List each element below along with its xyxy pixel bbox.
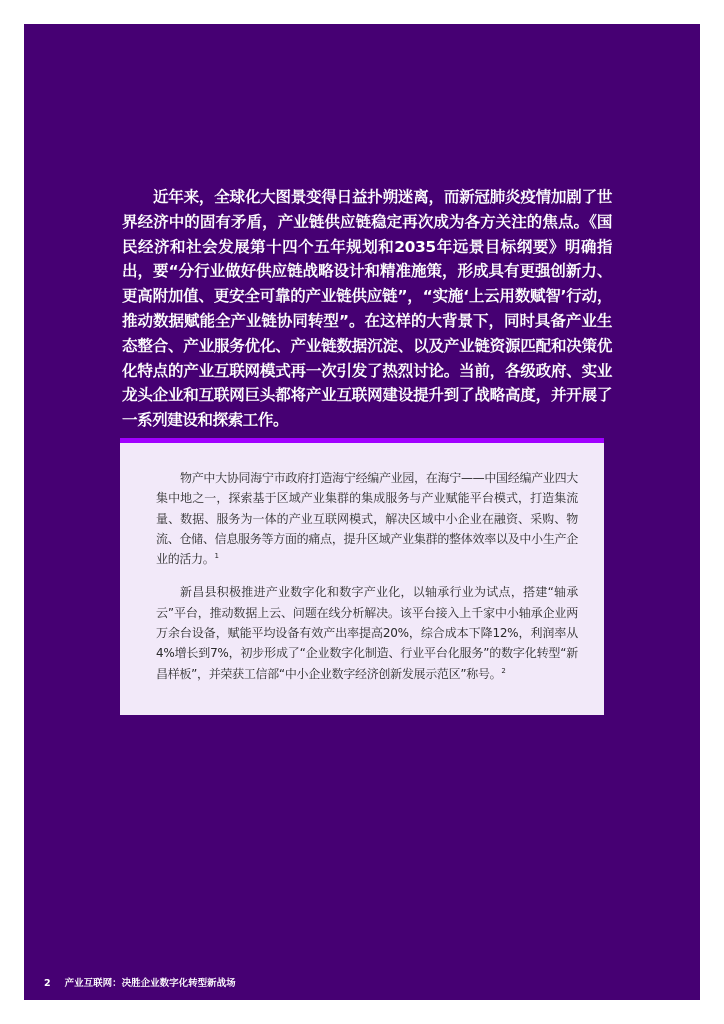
case-paragraph-2-text: 新昌县积极推进产业数字化和数字产业化，以轴承行业为试点，搭建“轴承云”平台，推动数据上云、问题在线分析解决。该平台接入上千家中小轴承企业两万余台设备，赋能平均设备有效产出率提高20%，综合成本下降12%，利润率从4%增长到7%，初步形成了“企业数字化制造、行业平台化服务”的数字化转型“新昌样板”，并荣获工信部“中小企业数字经济创新发展示范区”称号。: [156, 585, 578, 681]
footnote-marker-1[interactable]: 1: [214, 552, 219, 561]
running-title: 产业互联网：决胜企业数字化转型新战场: [64, 978, 236, 989]
page-footer: [44, 975, 236, 989]
page-number: 2: [44, 978, 51, 989]
case-paragraph-1-text: 物产中大协同海宁市政府打造海宁经编产业园，在海宁——中国经编产业四大集中地之一，探索基于区域产业集群的集成服务与产业赋能平台模式，打造集流量、数据、服务为一体的产业互联网模式，解决区域中小企业在融资、采购、物流、仓储、信息服务等方面的痛点，提升区域产业集群的整体效率以及中小生产企业的活力。: [156, 471, 578, 567]
case-study-box: [120, 438, 604, 715]
footnote-marker-2[interactable]: 2: [501, 666, 506, 675]
intro-paragraph: 近年来，全球化大图景变得日益扑朔迷离，而新冠肺炎疫情加剧了世界经济中的固有矛盾，产业链供应链稳定再次成为各方关注的焦点。《国民经济和社会发展第十四个五年规划和2035年远景目标纲要》明确指出，要“分行业做好供应链战略设计和精准施策，形成具有更强创新力、更高附加值、更安全可靠的产业链供应链”，“实施‘上云用数赋智’行动，推动数据赋能全产业链协同转型”。在这样的大背景下，同时具备产业生态整合、产业服务优化、产业链数据沉淀、以及产业链资源匹配和决策优化特点的产业互联网模式再一次引发了热烈讨论。当前，各级政府、实业龙头企业和互联网巨头都将产业互联网建设提升到了战略高度，并开展了一系列建设和探索工作。: [122, 188, 612, 430]
case-paragraph-1: [156, 468, 578, 569]
case-paragraph-2: [156, 582, 578, 683]
